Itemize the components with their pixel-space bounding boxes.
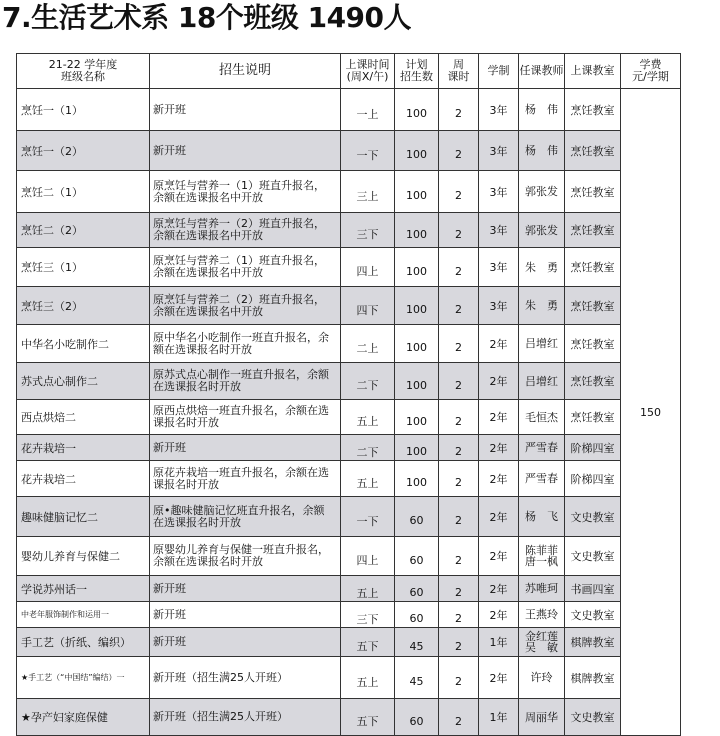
room-cell: 棋牌教室 [565,657,621,699]
table-row [17,628,681,657]
class-name-cell: 花卉栽培二 [17,461,150,497]
class-name-cell: 苏式点心制作二 [17,363,150,400]
time-cell: 三下 [341,602,395,628]
room-cell: 阶梯四室 [565,435,621,461]
description-line: 课报名时开放 [153,477,219,491]
description-line: 新开班（招生满25人开班） [153,710,288,723]
table-row [17,363,681,400]
room-cell: 烹饪教室 [565,131,621,171]
teacher-cell [519,248,565,287]
class-name-cell: 花卉栽培一 [17,435,150,461]
hours-cell: 2 [439,657,479,699]
time-cell: 四上 [341,248,395,287]
description-line: 原中华名小吃制作一班直升报名，余 [153,330,329,344]
teacher-cell [519,461,565,497]
hours-cell: 2 [439,363,479,400]
teacher-name: 严雪春 [525,472,558,485]
hours-cell: 2 [439,628,479,657]
description-cell [150,89,341,131]
time-cell: 五上 [341,461,395,497]
teacher-name: 王燕玲 [525,608,558,621]
class-name-cell: 烹饪三（1） [17,248,150,287]
room-cell: 棋牌教室 [565,628,621,657]
description-line: 新开班 [153,143,186,157]
room-cell: 阶梯四室 [565,461,621,497]
teacher-name: 周丽华 [525,710,558,724]
time-cell: 一下 [341,131,395,171]
description-line: 新开班 [153,102,186,116]
hours-cell: 2 [439,325,479,363]
table-row [17,497,681,537]
room-cell: 烹饪教室 [565,213,621,248]
table-row [17,461,681,497]
page-title: 7.生活艺术系 18个班级 1490人 [2,1,412,34]
table-row [17,576,681,602]
teacher-name: 许玲 [530,671,553,684]
duration-cell: 3年 [479,248,519,287]
teacher-cell [519,287,565,325]
class-name-cell: 手工艺（折纸、编织） [17,628,150,657]
teacher-cell [519,171,565,213]
duration-cell: 2年 [479,497,519,537]
header-duration: 学制 [479,54,519,89]
header-enroll: 计划 招生数 [395,54,439,89]
teacher-name: 金红莲 [525,630,558,643]
class-name-cell: 烹饪一（1） [17,89,150,131]
hours-cell: 2 [439,213,479,248]
enroll-cell: 100 [395,363,439,400]
room-cell: 文史教室 [565,537,621,576]
hours-cell: 2 [439,461,479,497]
description-line: 新开班 [153,581,186,595]
description-cell [150,602,341,628]
description-line: 原西点烘焙一班直升报名，余额在选 [153,404,329,417]
time-cell: 五上 [341,657,395,699]
room-cell: 烹饪教室 [565,400,621,435]
table-body [17,89,681,736]
table-row [17,325,681,363]
header-time: 上课时间 (周X/午) [341,54,395,89]
teacher-name: 朱 勇 [525,260,558,274]
class-schedule-table [16,53,681,736]
room-cell: 文史教室 [565,602,621,628]
teacher-cell [519,400,565,435]
duration-cell: 1年 [479,699,519,736]
table-row [17,131,681,171]
description-line: 原烹饪与营养二（2）班直升报名， [153,292,325,306]
room-cell: 烹饪教室 [565,171,621,213]
room-cell: 烹饪教室 [565,287,621,325]
description-cell [150,248,341,287]
description-cell [150,699,341,736]
teacher-cell [519,131,565,171]
hours-cell: 2 [439,171,479,213]
class-name-cell: 趣味健脑记忆二 [17,497,150,537]
description-cell [150,287,341,325]
teacher-name: 杨 伟 [525,144,558,157]
enroll-cell: 100 [395,461,439,497]
room-cell: 烹饪教室 [565,248,621,287]
description-line: 在选课报名时开放 [153,515,241,529]
enroll-cell: 45 [395,657,439,699]
enroll-cell: 60 [395,602,439,628]
description-line: 原婴幼儿养育与保健一班直升报名， [153,543,329,556]
hours-cell: 2 [439,699,479,736]
teacher-cell [519,657,565,699]
description-line: 余额在选课报名中开放 [153,190,263,204]
table-row [17,248,681,287]
description-line: 原苏式点心制作一班直升报名，余额 [153,368,329,381]
class-name-cell: 西点烘焙二 [17,400,150,435]
description-line: 余额在选课报名中开放 [153,229,263,242]
duration-cell: 3年 [479,131,519,171]
time-cell: 二上 [341,325,395,363]
class-name-cell: 婴幼儿养育与保健二 [17,537,150,576]
description-line: 新开班（招生满25人开班） [153,670,288,684]
teacher-cell [519,325,565,363]
teacher-cell [519,497,565,537]
class-name-cell: ★孕产妇家庭保健 [17,699,150,736]
teacher-cell [519,89,565,131]
class-name-cell: ★手工艺（“中国结”编结）一 [17,657,150,699]
hours-cell: 2 [439,400,479,435]
enroll-cell: 60 [395,537,439,576]
duration-cell: 2年 [479,537,519,576]
enroll-cell: 45 [395,628,439,657]
description-line: 原烹饪与营养二（1）班直升报名， [153,254,325,267]
description-cell [150,576,341,602]
table-row [17,537,681,576]
table-row [17,699,681,736]
hours-cell: 2 [439,131,479,171]
teacher-name: 吴 敏 [525,641,558,654]
teacher-cell [519,602,565,628]
description-line: 原花卉栽培一班直升报名，余额在选 [153,465,329,479]
header-class-name: 21-22 学年度 班级名称 [17,54,150,89]
teacher-name: 严雪春 [525,441,558,454]
time-cell: 三上 [341,171,395,213]
duration-cell: 2年 [479,602,519,628]
teacher-cell [519,363,565,400]
time-cell: 二下 [341,363,395,400]
hours-cell: 2 [439,287,479,325]
time-cell: 五上 [341,576,395,602]
teacher-cell [519,699,565,736]
teacher-cell [519,213,565,248]
class-name-cell: 烹饪一（2） [17,131,150,171]
enroll-cell: 60 [395,699,439,736]
teacher-cell [519,435,565,461]
description-line: 余额在选课报名中开放 [153,304,263,318]
hours-cell: 2 [439,248,479,287]
header-description: 招生说明 [150,54,341,89]
teacher-cell [519,628,565,657]
table-row [17,602,681,628]
time-cell: 三下 [341,213,395,248]
teacher-name: 杨 飞 [525,510,558,523]
header-row [17,54,681,89]
enroll-cell: 100 [395,171,439,213]
time-cell: 四下 [341,287,395,325]
duration-cell: 2年 [479,363,519,400]
description-line: 余额在选课报名时开放 [153,555,263,568]
teacher-name: 杨 伟 [525,103,558,116]
teacher-name: 朱 勇 [525,299,558,312]
teacher-name: 吕增红 [525,337,558,350]
description-line: 额在选课报名时开放 [153,342,252,356]
class-name-cell: 烹饪三（2） [17,287,150,325]
teacher-name: 吕增红 [525,374,558,388]
enroll-cell: 60 [395,576,439,602]
class-name-cell: 烹饪二（2） [17,213,150,248]
description-cell [150,400,341,435]
duration-cell: 2年 [479,657,519,699]
description-cell [150,435,341,461]
description-cell [150,657,341,699]
table-row [17,89,681,131]
hours-cell: 2 [439,89,479,131]
class-name-cell: 烹饪二（1） [17,171,150,213]
duration-cell: 3年 [479,287,519,325]
description-cell [150,628,341,657]
hours-cell: 2 [439,576,479,602]
time-cell: 一下 [341,497,395,537]
description-line: 新开班 [153,607,186,621]
class-name-cell: 中华名小吃制作二 [17,325,150,363]
description-cell [150,497,341,537]
table-row [17,400,681,435]
description-line: 新开班 [153,440,186,454]
room-cell: 文史教室 [565,497,621,537]
description-line: 新开班 [153,635,186,648]
teacher-name: 唐一枫 [525,555,558,568]
table-row [17,213,681,248]
duration-cell: 2年 [479,576,519,602]
header-fee: 学费 元/学期 [621,54,681,89]
enroll-cell: 100 [395,435,439,461]
description-cell [150,461,341,497]
class-name-cell: 学说苏州话一 [17,576,150,602]
teacher-name: 陈菲菲 [525,544,558,557]
enroll-cell: 60 [395,497,439,537]
time-cell: 五下 [341,628,395,657]
time-cell: 二下 [341,435,395,461]
enroll-cell: 100 [395,400,439,435]
teacher-cell [519,576,565,602]
description-cell [150,325,341,363]
description-cell [150,537,341,576]
teacher-name: 苏唯珂 [525,582,558,595]
description-cell [150,171,341,213]
enroll-cell: 100 [395,89,439,131]
duration-cell: 2年 [479,461,519,497]
room-cell: 文史教室 [565,699,621,736]
table-row [17,171,681,213]
duration-cell: 3年 [479,89,519,131]
duration-cell: 3年 [479,171,519,213]
duration-cell: 2年 [479,435,519,461]
description-line: 课报名时开放 [153,416,219,429]
enroll-cell: 100 [395,325,439,363]
description-line: 原烹饪与营养一（1）班直升报名， [153,178,325,192]
header-teacher: 任课教师 [519,54,565,89]
hours-cell: 2 [439,602,479,628]
time-cell: 一上 [341,89,395,131]
header-room: 上课教室 [565,54,621,89]
table-row [17,287,681,325]
teacher-name: 毛恒杰 [525,410,558,424]
fee-cell: 150 [621,89,681,736]
duration-cell: 2年 [479,400,519,435]
hours-cell: 2 [439,497,479,537]
table-row [17,657,681,699]
description-line: 原烹饪与营养一（2）班直升报名， [153,217,325,230]
teacher-name: 郭张发 [525,185,558,198]
table-row [17,435,681,461]
room-cell: 烹饪教室 [565,325,621,363]
room-cell: 烹饪教室 [565,89,621,131]
teacher-cell [519,537,565,576]
hours-cell: 2 [439,537,479,576]
description-line: 在选课报名时开放 [153,380,241,393]
room-cell: 书画四室 [565,576,621,602]
description-line: 余额在选课报名中开放 [153,266,263,279]
description-cell [150,213,341,248]
enroll-cell: 100 [395,248,439,287]
duration-cell: 1年 [479,628,519,657]
time-cell: 五上 [341,400,395,435]
description-cell [150,363,341,400]
header-weekly-hours: 周 课时 [439,54,479,89]
enroll-cell: 100 [395,131,439,171]
duration-cell: 2年 [479,325,519,363]
class-name-cell: 中老年服饰制作和运用一 [17,602,150,628]
time-cell: 四上 [341,537,395,576]
teacher-name: 郭张发 [525,223,558,237]
description-line: 原•趣味健脑记忆班直升报名，余额 [153,503,325,517]
time-cell: 五下 [341,699,395,736]
duration-cell: 3年 [479,213,519,248]
room-cell: 烹饪教室 [565,363,621,400]
description-cell [150,131,341,171]
enroll-cell: 100 [395,213,439,248]
enroll-cell: 100 [395,287,439,325]
hours-cell: 2 [439,435,479,461]
